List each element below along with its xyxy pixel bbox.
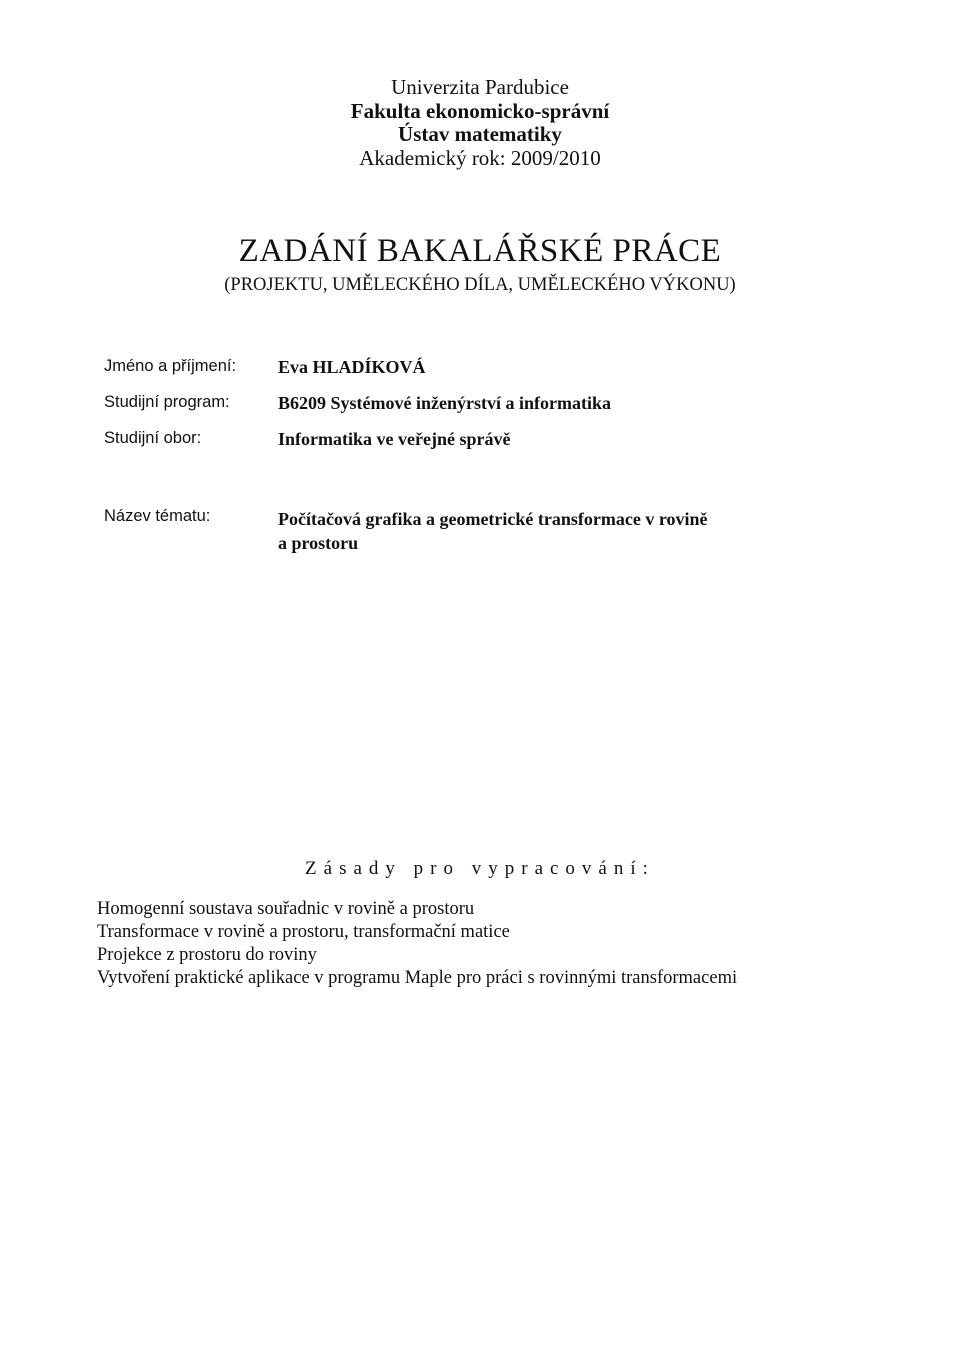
guidelines-list	[97, 898, 927, 990]
topic-label: Název tématu:	[104, 507, 211, 525]
guidelines-item: Projekce z prostoru do roviny	[97, 945, 317, 965]
assignment-title: ZADÁNÍ BAKALÁŘSKÉ PRÁCE	[238, 233, 722, 269]
document-header	[0, 76, 960, 170]
guidelines-item: Vytvoření praktické aplikace v programu Maple pro práci s rovinnými transformacemi	[97, 968, 738, 988]
institute-name: Ústav matematiky	[398, 122, 562, 146]
assignment-subtitle: (PROJEKTU, UMĚLECKÉHO DÍLA, UMĚLECKÉHO VÝKONU)	[224, 275, 736, 295]
topic-value	[278, 507, 898, 555]
faculty-name: Fakulta ekonomicko-správní	[350, 98, 610, 123]
student-name-label: Jméno a příjmení:	[104, 357, 237, 375]
study-field-value: Informatika ve veřejné správě	[278, 429, 511, 449]
title-block	[0, 232, 960, 298]
study-field-label: Studijní obor:	[104, 429, 202, 447]
guidelines-heading: Zásady pro vypracování:	[305, 858, 655, 879]
study-program-value: B6209 Systémové inženýrství a informatika	[278, 393, 611, 413]
academic-year: Akademický rok: 2009/2010	[359, 145, 601, 170]
topic-value-line-1: Počítačová grafika a geometrické transformace v rovině	[278, 509, 708, 529]
student-name-value: Eva HLADÍKOVÁ	[278, 357, 426, 377]
university-name: Univerzita Pardubice	[391, 75, 569, 99]
guidelines-item: Transformace v rovině a prostoru, transformační matice	[97, 922, 510, 942]
topic-value-line-2: a prostoru	[278, 533, 359, 553]
guidelines-item: Homogenní soustava souřadnic v rovině a prostoru	[97, 899, 475, 919]
study-program-label: Studijní program:	[104, 393, 230, 411]
